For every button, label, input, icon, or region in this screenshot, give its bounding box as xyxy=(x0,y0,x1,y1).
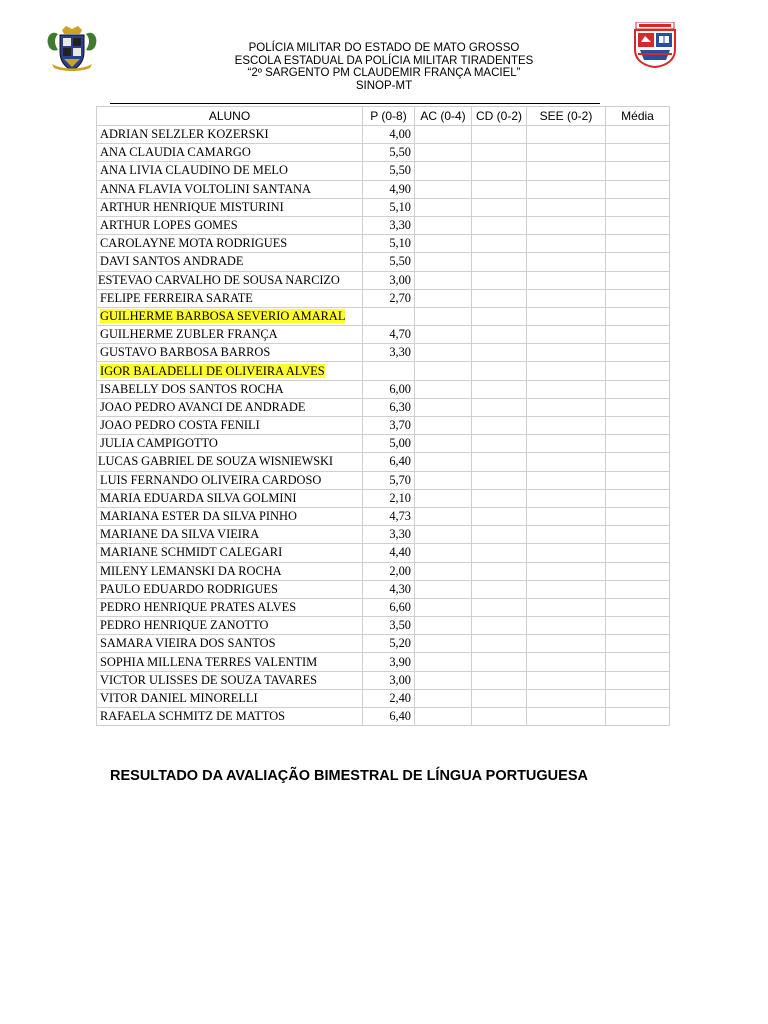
grade-p-cell: 6,40 xyxy=(363,453,415,471)
grade-p-cell: 3,30 xyxy=(363,344,415,362)
student-name-cell xyxy=(97,635,363,653)
grade-p-cell: 2,00 xyxy=(363,562,415,580)
grade-cd-cell xyxy=(472,216,527,234)
table-row xyxy=(97,326,670,344)
student-name: MILENY LEMANSKI DA ROCHA xyxy=(100,563,282,578)
media-cell xyxy=(606,526,670,544)
grade-cd-cell xyxy=(472,253,527,271)
student-name-cell xyxy=(97,453,363,471)
grade-p-cell: 3,50 xyxy=(363,617,415,635)
grade-see-cell xyxy=(527,198,606,216)
table-row xyxy=(97,380,670,398)
student-name-cell xyxy=(97,507,363,525)
table-row xyxy=(97,689,670,707)
grade-see-cell xyxy=(527,435,606,453)
media-cell xyxy=(606,198,670,216)
media-cell xyxy=(606,489,670,507)
grade-see-cell xyxy=(527,326,606,344)
media-cell xyxy=(606,126,670,144)
grade-cd-cell xyxy=(472,162,527,180)
grade-p-cell: 5,70 xyxy=(363,471,415,489)
student-name: ANA LIVIA CLAUDINO DE MELO xyxy=(100,163,288,178)
table-row xyxy=(97,453,670,471)
grade-p-cell: 2,70 xyxy=(363,289,415,307)
grade-p-cell: 2,10 xyxy=(363,489,415,507)
student-name: FELIPE FERREIRA SARATE xyxy=(100,290,253,305)
table-row xyxy=(97,653,670,671)
student-name: JOAO PEDRO COSTA FENILI xyxy=(100,418,260,433)
table-row xyxy=(97,671,670,689)
grade-cd-cell xyxy=(472,562,527,580)
table-row xyxy=(97,489,670,507)
student-name: ISABELLY DOS SANTOS ROCHA xyxy=(100,381,284,396)
student-name-cell xyxy=(97,526,363,544)
student-name: JULIA CAMPIGOTTO xyxy=(100,436,218,451)
student-name: GUSTAVO BARBOSA BARROS xyxy=(100,345,271,360)
student-name: SAMARA VIEIRA DOS SANTOS xyxy=(100,636,276,651)
student-name-cell xyxy=(97,162,363,180)
result-title: RESULTADO DA AVALIAÇÃO BIMESTRAL DE LÍNGUA PORTUGUESA xyxy=(110,768,588,784)
media-cell xyxy=(606,344,670,362)
student-name: MARIANE DA SILVA VIEIRA xyxy=(100,527,260,542)
media-cell xyxy=(606,253,670,271)
table-row xyxy=(97,180,670,198)
grade-see-cell xyxy=(527,562,606,580)
media-cell xyxy=(606,435,670,453)
table-row xyxy=(97,617,670,635)
grade-p-cell: 4,73 xyxy=(363,507,415,525)
grade-ac-cell xyxy=(415,708,472,726)
media-cell xyxy=(606,162,670,180)
grade-cd-cell xyxy=(472,180,527,198)
media-cell xyxy=(606,598,670,616)
student-name: CAROLAYNE MOTA RODRIGUES xyxy=(100,236,288,251)
grade-p-cell: 5,10 xyxy=(363,235,415,253)
student-name: ANA CLAUDIA CAMARGO xyxy=(100,145,251,160)
grade-ac-cell xyxy=(415,489,472,507)
grade-ac-cell xyxy=(415,144,472,162)
grades-table xyxy=(96,106,670,726)
grade-see-cell xyxy=(527,598,606,616)
grade-p-cell: 6,60 xyxy=(363,598,415,616)
student-name-cell xyxy=(97,235,363,253)
grade-p-cell: 3,70 xyxy=(363,417,415,435)
grade-ac-cell xyxy=(415,435,472,453)
media-cell xyxy=(606,380,670,398)
header-line-2: ESCOLA ESTADUAL DA POLÍCIA MILITAR TIRADENTES xyxy=(234,54,534,67)
column-header-see: SEE (0-2) xyxy=(527,107,606,126)
grade-cd-cell xyxy=(472,489,527,507)
grade-ac-cell xyxy=(415,471,472,489)
student-name-cell xyxy=(97,417,363,435)
grade-cd-cell xyxy=(472,271,527,289)
media-cell xyxy=(606,362,670,380)
student-name: IGOR BALADELLI DE OLIVEIRA ALVES xyxy=(100,363,325,378)
grade-cd-cell xyxy=(472,617,527,635)
grade-cd-cell xyxy=(472,380,527,398)
media-cell xyxy=(606,144,670,162)
media-cell xyxy=(606,235,670,253)
student-name-cell xyxy=(97,180,363,198)
grade-see-cell xyxy=(527,289,606,307)
column-header-media: Média xyxy=(606,107,670,126)
grade-ac-cell xyxy=(415,344,472,362)
grade-p-cell: 4,70 xyxy=(363,326,415,344)
student-name-cell xyxy=(97,471,363,489)
grade-p-cell xyxy=(363,307,415,325)
grade-ac-cell xyxy=(415,126,472,144)
grade-cd-cell xyxy=(472,653,527,671)
student-name-cell xyxy=(97,326,363,344)
grade-cd-cell xyxy=(472,708,527,726)
grade-cd-cell xyxy=(472,671,527,689)
table-row xyxy=(97,289,670,307)
grade-p-cell: 2,40 xyxy=(363,689,415,707)
media-cell xyxy=(606,562,670,580)
media-cell xyxy=(606,544,670,562)
grade-ac-cell xyxy=(415,253,472,271)
student-name-cell xyxy=(97,271,363,289)
grade-ac-cell xyxy=(415,380,472,398)
grade-ac-cell xyxy=(415,689,472,707)
media-cell xyxy=(606,580,670,598)
grade-see-cell xyxy=(527,307,606,325)
student-name-cell xyxy=(97,580,363,598)
grade-ac-cell xyxy=(415,417,472,435)
table-row xyxy=(97,598,670,616)
table-row xyxy=(97,235,670,253)
grade-ac-cell xyxy=(415,562,472,580)
school-header xyxy=(0,42,768,92)
grade-p-cell: 4,90 xyxy=(363,180,415,198)
student-name-cell xyxy=(97,398,363,416)
table-row xyxy=(97,435,670,453)
student-name: DAVI SANTOS ANDRADE xyxy=(100,254,244,269)
table-row xyxy=(97,526,670,544)
grade-ac-cell xyxy=(415,544,472,562)
table-row xyxy=(97,198,670,216)
grade-cd-cell xyxy=(472,326,527,344)
student-name-cell xyxy=(97,617,363,635)
header-line-3: “2º SARGENTO PM CLAUDEMIR FRANÇA MACIEL” xyxy=(247,67,521,79)
grade-cd-cell xyxy=(472,689,527,707)
grade-p-cell: 3,90 xyxy=(363,653,415,671)
student-name: ARTHUR LOPES GOMES xyxy=(100,218,238,233)
grade-p-cell: 6,30 xyxy=(363,398,415,416)
grade-p-cell: 4,00 xyxy=(363,126,415,144)
student-name: VITOR DANIEL MINORELLI xyxy=(100,690,258,705)
grade-see-cell xyxy=(527,398,606,416)
grade-cd-cell xyxy=(472,235,527,253)
grade-see-cell xyxy=(527,253,606,271)
media-cell xyxy=(606,671,670,689)
grade-cd-cell xyxy=(472,635,527,653)
grade-see-cell xyxy=(527,417,606,435)
student-name: ANNA FLAVIA VOLTOLINI SANTANA xyxy=(100,181,311,196)
grade-p-cell: 5,50 xyxy=(363,162,415,180)
grade-cd-cell xyxy=(472,307,527,325)
student-name-cell xyxy=(97,307,363,325)
grade-see-cell xyxy=(527,144,606,162)
table-row xyxy=(97,417,670,435)
grade-p-cell: 4,40 xyxy=(363,544,415,562)
media-cell xyxy=(606,216,670,234)
grade-ac-cell xyxy=(415,526,472,544)
header-divider xyxy=(110,103,600,104)
table-row xyxy=(97,307,670,325)
grade-cd-cell xyxy=(472,507,527,525)
student-name-cell xyxy=(97,435,363,453)
grade-p-cell: 5,50 xyxy=(363,253,415,271)
grade-see-cell xyxy=(527,526,606,544)
student-name: GUILHERME ZUBLER FRANÇA xyxy=(100,327,278,342)
grade-cd-cell xyxy=(472,598,527,616)
grade-ac-cell xyxy=(415,453,472,471)
grade-ac-cell xyxy=(415,289,472,307)
table-row xyxy=(97,544,670,562)
grade-p-cell: 5,10 xyxy=(363,198,415,216)
student-name: PEDRO HENRIQUE PRATES ALVES xyxy=(100,599,297,614)
grade-ac-cell xyxy=(415,307,472,325)
media-cell xyxy=(606,271,670,289)
student-name-cell xyxy=(97,671,363,689)
student-name-cell xyxy=(97,544,363,562)
table-row xyxy=(97,216,670,234)
student-name: ADRIAN SELZLER KOZERSKI xyxy=(100,127,269,142)
media-cell xyxy=(606,617,670,635)
student-name-cell xyxy=(97,126,363,144)
grade-ac-cell xyxy=(415,635,472,653)
table-row xyxy=(97,507,670,525)
grade-see-cell xyxy=(527,362,606,380)
student-name: MARIANA ESTER DA SILVA PINHO xyxy=(100,509,297,524)
grade-p-cell: 5,00 xyxy=(363,435,415,453)
student-name-cell xyxy=(97,689,363,707)
student-name: SOPHIA MILLENA TERRES VALENTIM xyxy=(100,654,318,669)
student-name: MARIA EDUARDA SILVA GOLMINI xyxy=(100,490,297,505)
student-name-cell xyxy=(97,216,363,234)
grade-see-cell xyxy=(527,216,606,234)
grade-cd-cell xyxy=(472,453,527,471)
header-line-1: POLÍCIA MILITAR DO ESTADO DE MATO GROSSO xyxy=(248,42,520,54)
grade-cd-cell xyxy=(472,526,527,544)
student-name-cell xyxy=(97,344,363,362)
student-name: LUIS FERNANDO OLIVEIRA CARDOSO xyxy=(100,472,322,487)
column-header-ac: AC (0-4) xyxy=(415,107,472,126)
grade-see-cell xyxy=(527,689,606,707)
student-name-cell xyxy=(97,708,363,726)
grade-see-cell xyxy=(527,126,606,144)
student-name-cell xyxy=(97,653,363,671)
student-name-cell xyxy=(97,489,363,507)
grade-see-cell xyxy=(527,162,606,180)
student-name: LUCAS GABRIEL DE SOUZA WISNIEWSKI xyxy=(98,454,333,469)
column-header-cd: CD (0-2) xyxy=(472,107,527,126)
grade-cd-cell xyxy=(472,362,527,380)
table-row xyxy=(97,144,670,162)
student-name: RAFAELA SCHMITZ DE MATTOS xyxy=(100,709,286,724)
table-row xyxy=(97,708,670,726)
grade-p-cell: 5,20 xyxy=(363,635,415,653)
grade-cd-cell xyxy=(472,471,527,489)
grade-cd-cell xyxy=(472,144,527,162)
grade-see-cell xyxy=(527,617,606,635)
media-cell xyxy=(606,653,670,671)
student-name-cell xyxy=(97,562,363,580)
grade-ac-cell xyxy=(415,362,472,380)
grade-see-cell xyxy=(527,380,606,398)
grade-see-cell xyxy=(527,507,606,525)
grade-cd-cell xyxy=(472,198,527,216)
media-cell xyxy=(606,507,670,525)
table-row xyxy=(97,580,670,598)
grade-see-cell xyxy=(527,653,606,671)
table-row xyxy=(97,398,670,416)
grade-see-cell xyxy=(527,344,606,362)
table-row xyxy=(97,344,670,362)
grade-cd-cell xyxy=(472,398,527,416)
grade-p-cell: 4,30 xyxy=(363,580,415,598)
student-name-cell xyxy=(97,598,363,616)
grade-see-cell xyxy=(527,635,606,653)
student-name: PEDRO HENRIQUE ZANOTTO xyxy=(100,618,269,633)
grades-table-body xyxy=(97,126,670,726)
table-row xyxy=(97,635,670,653)
student-name-cell xyxy=(97,380,363,398)
student-name: ARTHUR HENRIQUE MISTURINI xyxy=(100,199,284,214)
table-row xyxy=(97,362,670,380)
grade-cd-cell xyxy=(472,580,527,598)
grade-ac-cell xyxy=(415,617,472,635)
student-name: ESTEVAO CARVALHO DE SOUSA NARCIZO xyxy=(98,272,340,287)
table-row xyxy=(97,471,670,489)
student-name-cell xyxy=(97,362,363,380)
student-name-cell xyxy=(97,253,363,271)
grade-p-cell: 3,30 xyxy=(363,526,415,544)
student-name-cell xyxy=(97,144,363,162)
grade-ac-cell xyxy=(415,507,472,525)
table-header-row xyxy=(97,107,670,126)
student-name: JOAO PEDRO AVANCI DE ANDRADE xyxy=(100,399,306,414)
student-name: PAULO EDUARDO RODRIGUES xyxy=(100,581,278,596)
table-row xyxy=(97,253,670,271)
grade-cd-cell xyxy=(472,435,527,453)
student-name: MARIANE SCHMIDT CALEGARI xyxy=(100,545,283,560)
media-cell xyxy=(606,307,670,325)
media-cell xyxy=(606,708,670,726)
table-row xyxy=(97,126,670,144)
grade-ac-cell xyxy=(415,180,472,198)
grade-cd-cell xyxy=(472,289,527,307)
grade-cd-cell xyxy=(472,126,527,144)
column-header-p: P (0-8) xyxy=(363,107,415,126)
grade-ac-cell xyxy=(415,598,472,616)
table-row xyxy=(97,162,670,180)
grade-see-cell xyxy=(527,671,606,689)
grade-ac-cell xyxy=(415,271,472,289)
grade-cd-cell xyxy=(472,544,527,562)
column-header-aluno: ALUNO xyxy=(97,107,363,126)
grade-p-cell xyxy=(363,362,415,380)
grade-see-cell xyxy=(527,471,606,489)
grade-ac-cell xyxy=(415,580,472,598)
grade-p-cell: 6,40 xyxy=(363,708,415,726)
grade-cd-cell xyxy=(472,344,527,362)
table-row xyxy=(97,562,670,580)
grade-p-cell: 3,00 xyxy=(363,671,415,689)
grade-ac-cell xyxy=(415,235,472,253)
grade-see-cell xyxy=(527,453,606,471)
grades-table-wrapper xyxy=(96,106,670,726)
student-name: GUILHERME BARBOSA SEVERIO AMARAL xyxy=(100,308,346,323)
grade-p-cell: 6,00 xyxy=(363,380,415,398)
grade-see-cell xyxy=(527,180,606,198)
media-cell xyxy=(606,398,670,416)
grade-see-cell xyxy=(527,235,606,253)
grade-ac-cell xyxy=(415,198,472,216)
grade-p-cell: 5,50 xyxy=(363,144,415,162)
grade-p-cell: 3,00 xyxy=(363,271,415,289)
table-row xyxy=(97,271,670,289)
student-name-cell xyxy=(97,198,363,216)
media-cell xyxy=(606,326,670,344)
grade-cd-cell xyxy=(472,417,527,435)
media-cell xyxy=(606,471,670,489)
grade-p-cell: 3,30 xyxy=(363,216,415,234)
media-cell xyxy=(606,417,670,435)
grade-see-cell xyxy=(527,271,606,289)
grade-see-cell xyxy=(527,489,606,507)
grade-ac-cell xyxy=(415,653,472,671)
student-name: VICTOR ULISSES DE SOUZA TAVARES xyxy=(100,672,318,687)
media-cell xyxy=(606,635,670,653)
grade-see-cell xyxy=(527,580,606,598)
header-line-4: SINOP-MT xyxy=(355,79,413,92)
grade-see-cell xyxy=(527,544,606,562)
grade-ac-cell xyxy=(415,162,472,180)
grade-see-cell xyxy=(527,708,606,726)
grade-ac-cell xyxy=(415,671,472,689)
grade-ac-cell xyxy=(415,398,472,416)
grade-ac-cell xyxy=(415,216,472,234)
media-cell xyxy=(606,180,670,198)
student-name-cell xyxy=(97,289,363,307)
media-cell xyxy=(606,289,670,307)
media-cell xyxy=(606,689,670,707)
grade-ac-cell xyxy=(415,326,472,344)
media-cell xyxy=(606,453,670,471)
